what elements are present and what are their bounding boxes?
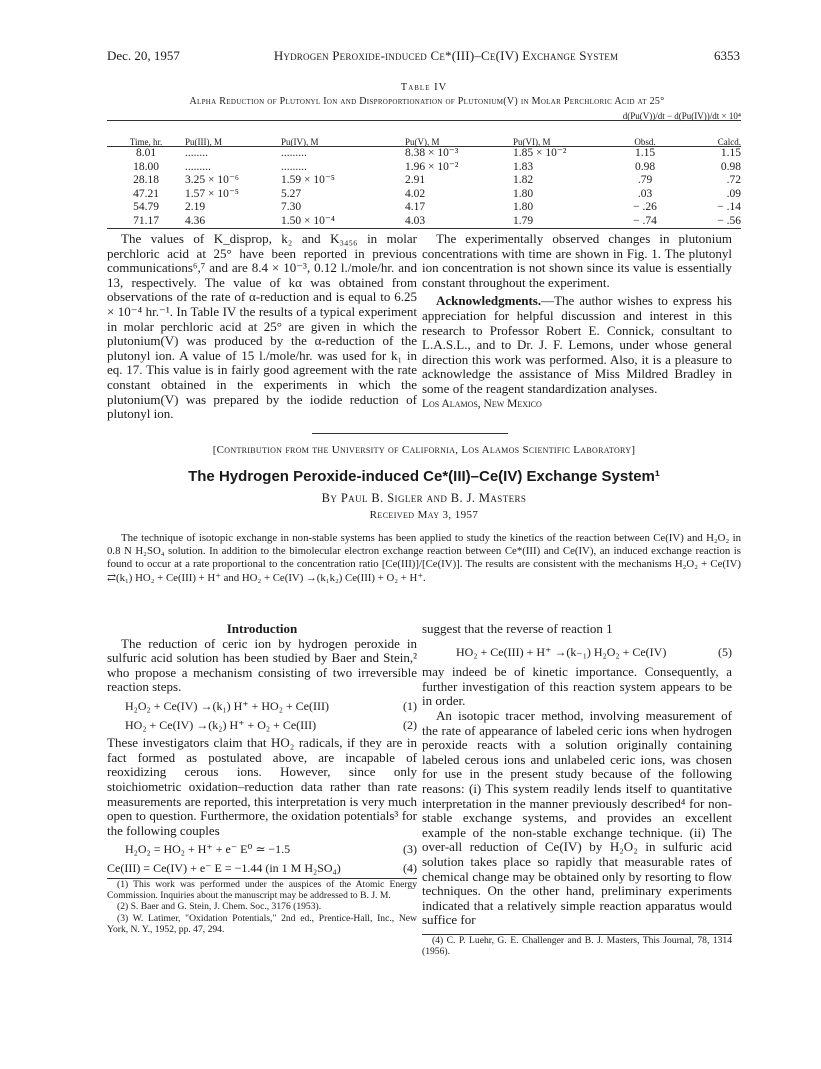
page-number: 6353 <box>714 48 740 63</box>
table-cell: ......... <box>185 160 211 173</box>
footnotes <box>107 879 417 936</box>
header-date: Dec. 20, 1957 <box>107 48 180 63</box>
table-cell: 4.17 <box>405 201 426 213</box>
table-cell: 4.02 <box>405 187 426 200</box>
article-authors: By Paul B. Sigler and B. J. Masters <box>321 491 527 505</box>
table-cell: .72 <box>726 174 741 186</box>
table-cell: 1.85 × 10⁻² <box>513 147 567 159</box>
table-cell: 1.50 × 10⁻⁴ <box>281 214 335 227</box>
equation-body: HO₂ + Ce(IV) →(k₂) H⁺ + O₂ + Ce(III) <box>125 717 317 732</box>
upper-left-column <box>107 232 417 422</box>
table-cell: 5.27 <box>281 187 302 200</box>
upper-right-column <box>422 232 732 411</box>
table-cell: .79 <box>637 174 653 186</box>
equation-5 <box>422 645 732 660</box>
running-title: Hydrogen Peroxide-induced Ce*(III)–Ce(IV) Exchange System <box>273 48 619 63</box>
table-cell: 47.21 <box>133 187 159 200</box>
table-cell: − .56 <box>717 214 741 227</box>
footnote-1: (1) This work was performed under the auspices of the Atomic Energy Commission. Inquiries about the manuscript may be addressed to B. J. M. <box>107 878 417 901</box>
table-body <box>107 147 741 228</box>
table-cell: 1.83 <box>513 160 534 173</box>
table-row <box>107 147 741 161</box>
table-cell: 2.91 <box>405 174 426 186</box>
table-rule-bottom <box>107 228 741 229</box>
footnote-4: (4) C. P. Luehr, G. E. Challenger and B. J. Masters, This Journal, 78, 1314 (1956). <box>422 934 732 958</box>
table-cell: 4.36 <box>185 214 206 227</box>
col-header-pu4: Pu(IV), M <box>281 137 319 147</box>
equation-2 <box>107 718 417 733</box>
table-caption: Alpha Reduction of Plutonyl Ion and Disproportionation of Plutonium(V) in Molar Perchloric Acid at 25° <box>189 96 665 107</box>
table-cell: 1.80 <box>513 187 534 200</box>
body-paragraph: These investigators claim that HO₂ radicals, if they are in fact formed as postulated above, are incapable of reoxidizing cerous ions. However, since only stoichiometric oxidation–reduction data rather than rate measurements are reported, this interpretation is very much open to question. Furthermore, the oxidation potentials³ for the following couples <box>107 735 417 838</box>
body-paragraph: suggest that the reverse of reaction 1 <box>422 621 613 636</box>
table-cell: .03 <box>637 187 653 200</box>
equation-number: (3) <box>403 842 417 857</box>
body-paragraph: may indeed be of kinetic importance. Consequently, a further investigation of this reaction system appears to be in order. <box>422 664 732 709</box>
equation-body: H₂O₂ = HO₂ + H⁺ + e⁻ E⁰ ≃ −1.5 <box>125 842 291 857</box>
equation-1 <box>107 699 417 714</box>
rate-header: d(Pu(V))/dt − d(Pu(IV))/dt × 10⁴ <box>622 111 741 121</box>
table-cell: 1.80 <box>513 201 534 213</box>
footnotes <box>422 935 732 958</box>
table-cell: 8.01 <box>135 147 157 159</box>
table-cell: ........ <box>185 147 208 159</box>
table-cell: 3.25 × 10⁻⁶ <box>185 174 239 186</box>
section-heading: Introduction <box>226 621 298 636</box>
table-cell: 1.59 × 10⁻⁵ <box>281 174 335 186</box>
table-cell: 1.15 <box>720 147 741 159</box>
received-date: Received May 3, 1957 <box>369 509 479 521</box>
equation-number: (1) <box>403 698 417 713</box>
table-cell: ......... <box>281 160 307 173</box>
location: Los Alamos, New Mexico <box>422 397 542 410</box>
equation-4 <box>107 861 417 876</box>
col-header-pu6: Pu(VI), M <box>513 137 551 147</box>
equation-number: (5) <box>718 644 732 659</box>
table-row <box>107 215 741 229</box>
table-row <box>107 174 741 188</box>
table-cell: 54.79 <box>133 201 159 213</box>
table-cell: 7.30 <box>281 201 302 213</box>
table-cell: 71.17 <box>133 214 159 227</box>
contribution-line: [Contribution from the University of California, Los Alamos Scientific Laboratory] <box>212 444 636 456</box>
col-header-obsd: Obsd. <box>634 137 656 147</box>
article-title: The Hydrogen Peroxide-induced Ce*(III)–Ce(IV) Exchange System¹ <box>188 468 660 485</box>
col-header-pu5: Pu(V), M <box>405 137 440 147</box>
table-cell: ......... <box>281 147 307 159</box>
table-cell: − .74 <box>633 214 657 227</box>
abstract-text: The technique of isotopic exchange in non-stable systems has been applied to study the kinetics of the reaction between Ce(IV) and H₂O₂ in 0.8 N H₂SO₄ solution. In addition to the bimolecular electron exchange reaction between Ce*(III) and Ce(IV), an induced exchange reaction is found to occur at a rate proportional to the concentration ratio [Ce(III)]/[Ce(IV)]. The results are consistent with the mechanisms H₂O₂ + Ce(IV) ⇄(k₁) HO₂ + Ce(III) + H⁺ and HO₂ + Ce(IV) →(k₁k₂) Ce(III) + O₂ + H⁺. <box>107 532 741 584</box>
table-cell: 0.98 <box>634 160 656 173</box>
table-cell: 18.00 <box>133 160 159 173</box>
lower-right-column <box>422 622 732 958</box>
table-cell: − .26 <box>633 201 657 213</box>
table-cell: 0.98 <box>720 160 741 173</box>
equation-number: (2) <box>403 717 417 732</box>
table-cell: 1.96 × 10⁻² <box>405 160 459 173</box>
equation-body: Ce(III) = Ce(IV) + e⁻ E = −1.44 (in 1 M H₂SO₄) <box>107 860 341 875</box>
table-cell: .09 <box>726 187 741 200</box>
table-cell: 8.38 × 10⁻³ <box>405 147 459 159</box>
table-cell: 2.19 <box>185 201 206 213</box>
footnote-3: (3) W. Latimer, "Oxidation Potentials," 2nd ed., Prentice-Hall, Inc., New York, N. Y., 1952, pp. 47, 294. <box>107 912 417 936</box>
table-cell: 1.57 × 10⁻⁵ <box>185 187 239 200</box>
equation-number: (4) <box>403 860 417 875</box>
acknowledgments <box>422 294 732 396</box>
table-cell: 1.15 <box>634 147 656 159</box>
equation-body: HO₂ + Ce(III) + H⁺ →(k₋₁) H₂O₂ + Ce(IV) <box>456 644 667 659</box>
col-header-calcd: Calcd. <box>717 137 741 147</box>
table-cell: 1.79 <box>513 214 534 227</box>
abstract <box>107 532 741 585</box>
table-label: Table IV <box>400 82 448 93</box>
col-header-pu3: Pu(III), M <box>185 137 222 147</box>
table-cell: − .14 <box>717 201 741 213</box>
footnote-2: (2) S. Baer and G. Stein, J. Chem. Soc., 3176 (1953). <box>117 901 322 913</box>
equation-3 <box>107 842 417 857</box>
equation-body: H₂O₂ + Ce(IV) →(k₁) H⁺ + HO₂ + Ce(III) <box>125 698 329 713</box>
data-table <box>107 108 741 228</box>
separator-rule <box>312 433 508 434</box>
ack-heading: Acknowledgments. <box>436 293 542 309</box>
table-row <box>107 188 741 202</box>
body-paragraph: The reduction of ceric ion by hydrogen peroxide in sulfuric acid solution has been studied by Baer and Stein,² who propose a mechanism consisting of two irreversible reaction steps. <box>107 635 417 695</box>
col-header-time: Time, hr. <box>129 137 163 147</box>
body-paragraph: The experimentally observed changes in plutonium concentrations with time are shown in Fig. 1. The plutonyl ion concentration is not shown since its value is essentially constant throughout the experiment. <box>422 231 732 290</box>
body-paragraph: An isotopic tracer method, involving measurement of the rate of appearance of labeled ceric ions when hydrogen peroxide reacts with a solution originally containing labeled cerous ions and unlabeled ceric ions, was chosen for use in the present study because of the following reasons: (i) This system readily lends itself to quantitative interpretation in the manner previously described⁴ for non-stable exchange systems, and provides an excellent example of the non-stable exchange technique. (ii) The over-all reduction of Ce(IV) by H₂O₂ in sulfuric acid solution takes place so rapidly that measurable rates of chemical change may be obtained only by resorting to flow techniques. On the other hand, preliminary experiments indicated that a relatively simple reaction apparatus would suffice for <box>422 707 732 928</box>
table-cell: 1.82 <box>513 174 534 186</box>
table-row <box>107 161 741 175</box>
ack-text: —The author wishes to express his appreciation for helpful discussion and interest in this research to Professor Robert E. Connick, consultant to L.A.S.L., and to Dr. J. F. Lemons, under whose general direction this work was performed. Also, it is a pleasure to acknowledge the assistance of Miss Mildred Bradley in some of the reagent standardization analyses. <box>422 293 732 396</box>
lower-left-column <box>107 622 417 936</box>
table-cell: 28.18 <box>133 174 159 186</box>
table-row <box>107 201 741 215</box>
table-rule-mid <box>107 146 741 147</box>
body-paragraph: The values of K_disprop, k₂ and K₃₄₅₆ in molar perchloric acid at 25° have been reported in previous communications⁶,⁷ and are 8.4 × 10⁻³, 0.12 l./mole/hr. and 13, respectively. The value of kα was obtained from observations of the rate of α-reduction and is equal to 6.25 × 10⁻⁴ hr.⁻¹. In Table IV the results of a typical experiment in molar perchloric acid at 25° are given in which the plutonium(V) was produced by the α-reduction of the plutonyl ion. A value of 15 l./mole/hr. was used for k₁ in eq. 17. This value is in fairly good agreement with the rate constant obtained in the experiments in which the plutonium(V) was prepared by the iodide reduction of plutonyl ion. <box>107 231 417 422</box>
table-cell: 4.03 <box>405 214 426 227</box>
